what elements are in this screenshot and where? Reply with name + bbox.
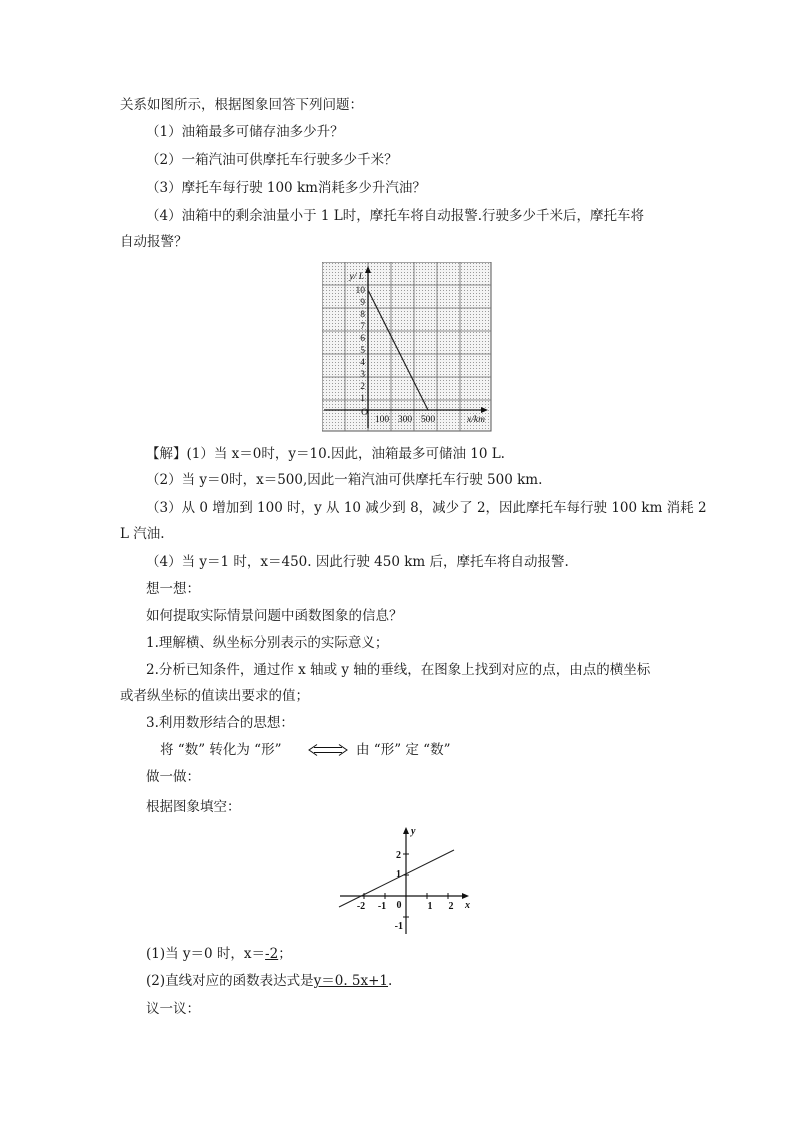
y-tick-8: 8: [360, 310, 365, 320]
graph2-x-tick-2: 2: [448, 901, 454, 912]
graph2-x-tick-neg2: -2: [356, 901, 366, 912]
x-tick-100: 100: [374, 415, 390, 425]
graph2-x-arrow-icon: [462, 893, 469, 899]
fill-1-suffix: ；: [278, 946, 292, 962]
x-tick-300: 300: [397, 415, 413, 425]
solution-1: [146, 445, 505, 463]
fill-1-prefix: (1)当 y＝0 时，x＝: [146, 946, 266, 962]
y-tick-3: 3: [360, 370, 365, 380]
fill-2-suffix: .: [388, 973, 393, 989]
graph2-x-label: x: [465, 900, 470, 911]
think-point-3: 3.利用数形结合的思想：: [146, 715, 294, 731]
fill-2-answer: y＝0. 5x+1: [313, 973, 389, 989]
graph2-x-tick-neg1: -1: [377, 901, 387, 912]
think-title: 想一想：: [146, 581, 200, 597]
think-question: 如何提取实际情景问题中函数图象的信息？: [146, 608, 403, 624]
fill-1-answer: -2: [265, 946, 279, 962]
question-4-line-2: 自动报警？: [120, 234, 188, 250]
solution-3-line-2: L 汽油.: [120, 526, 165, 542]
question-3: （3）摩托车每行驶 100 km消耗多少升汽油？: [146, 180, 426, 196]
y-tick-2: 2: [360, 382, 365, 392]
solution-3-line-1: （3）从 0 增加到 100 时，y 从 10 减少到 8，减少了 2，因此摩托车每行驶 100 km 消耗 2: [146, 500, 707, 516]
fuel-distance-graph: [322, 262, 492, 432]
graph2-x-tick-1: 1: [427, 901, 433, 912]
graph2-y-arrow-icon: [403, 827, 409, 834]
solution-4: （4）当 y＝1 时，x＝450. 因此行驶 450 km 后，摩托车将自动报警.: [146, 554, 569, 570]
x-tick-500: 500: [420, 415, 436, 425]
solution-1-text: (1）当 x＝0时，y＝10.因此，油箱最多可储油 10 L.: [186, 446, 505, 462]
graph2-y-tick-2: 2: [396, 850, 401, 861]
think-point-2-line-1: 2.分析已知条件，通过作 x 轴或 y 轴的垂线，在图象上找到对应的点，由点的横坐标: [146, 662, 651, 678]
do-title: 做一做：: [146, 769, 200, 785]
y-tick-10: 10: [355, 286, 365, 296]
think-point-1: 1.理解横、纵坐标分别表示的实际意义；: [146, 635, 389, 651]
double-arrow-icon: [308, 744, 348, 756]
question-1: （1）油箱最多可储存油多少升？: [146, 124, 344, 140]
y-tick-5: 5: [360, 346, 365, 356]
graph2-y-tick-1: 1: [396, 869, 401, 880]
question-2: （2）一箱汽油可供摩托车行驶多少千米？: [146, 152, 398, 168]
question-4-line-1: （4）油箱中的剩余油量小于 1 L时，摩托车将自动报警.行驶多少千米后，摩托车将: [146, 208, 645, 224]
y-tick-9: 9: [360, 298, 365, 308]
x-axis-label: x/km: [467, 415, 485, 425]
think-left-phrase: 将 “数” 转化为 “形”: [160, 742, 282, 758]
do-instruction: 根据图象填空：: [146, 799, 241, 815]
solution-2: （2）当 y＝0时，x＝500,因此一箱汽油可供摩托车行驶 500 km.: [146, 472, 543, 488]
y-tick-4: 4: [360, 358, 365, 368]
solution-tag: 【解】: [146, 446, 187, 462]
fill-answer-1: [146, 945, 292, 963]
y-tick-6: 6: [360, 334, 365, 344]
graph-background: [322, 262, 491, 431]
y-axis-label: y/ L: [349, 272, 364, 282]
discuss-title: 议一议：: [146, 1001, 200, 1017]
fill-answer-2: [146, 972, 392, 990]
origin-label: O: [361, 408, 368, 418]
graph2-y-tick-neg1: -1: [394, 921, 403, 932]
y-tick-1: 1: [360, 394, 365, 404]
y-tick-7: 7: [360, 322, 365, 332]
problem-intro: 关系如图所示，根据图象回答下列问题：: [120, 97, 363, 113]
graph2-origin: 0: [396, 900, 402, 911]
graph2-y-label: y: [411, 826, 416, 837]
think-point-2-line-2: 或者纵坐标的值读出要求的值；: [120, 688, 309, 704]
think-right-phrase: 由 “形” 定 “数”: [356, 742, 451, 758]
linear-function-graph: [336, 822, 476, 938]
fill-2-prefix: (2)直线对应的函数表达式是: [146, 973, 314, 989]
graph2-axes: [340, 827, 469, 934]
